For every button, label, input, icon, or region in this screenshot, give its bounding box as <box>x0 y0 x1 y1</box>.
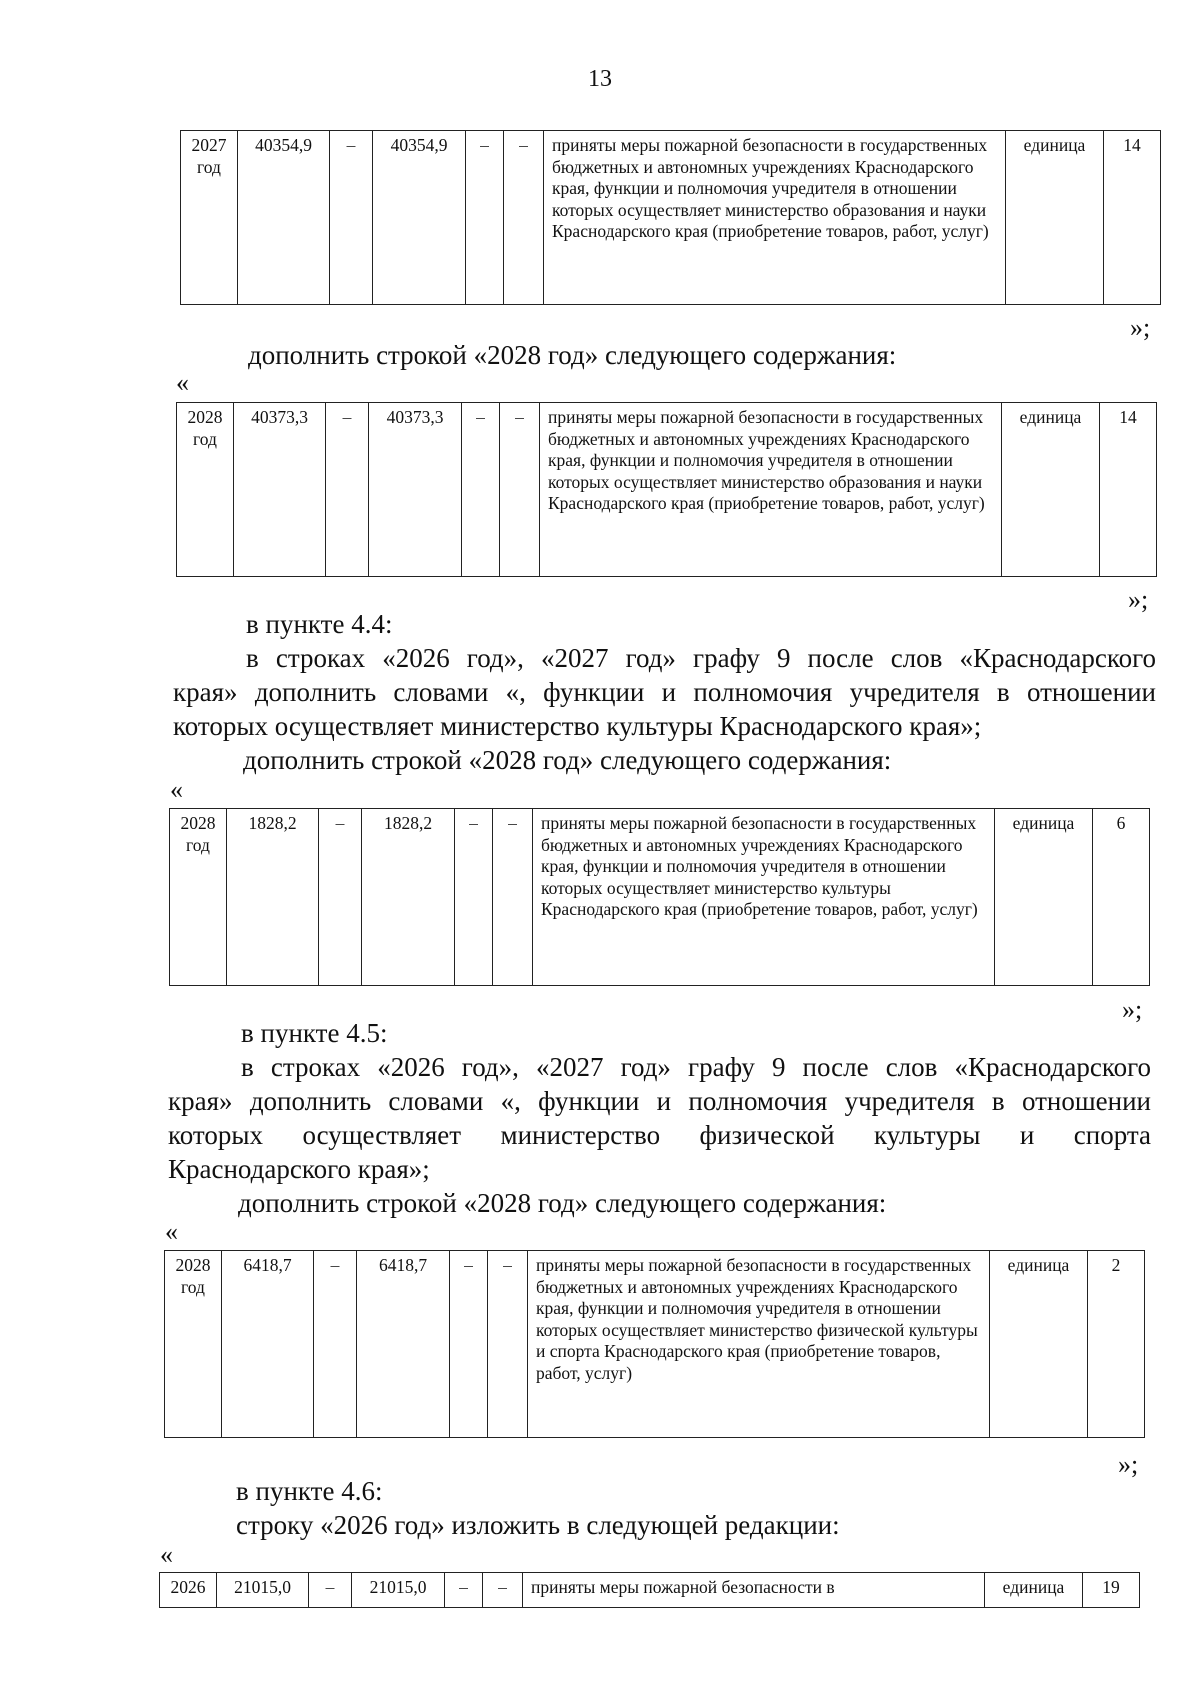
year-cell: 2026 <box>160 1573 217 1608</box>
open-quote: « <box>176 368 189 397</box>
value-cell: 14 <box>1104 131 1161 305</box>
unit-cell: единица <box>1002 403 1100 577</box>
dash-cell: – <box>455 809 493 986</box>
point-4-5-line: края» дополнить словами «, функции и полномочия учредителя в отношении <box>168 1086 1151 1116</box>
dash-cell: – <box>309 1573 352 1608</box>
value-cell: 6 <box>1093 809 1150 986</box>
description-cell: приняты меры пожарной безопасности в <box>523 1573 985 1608</box>
page-number: 13 <box>588 66 612 92</box>
dash-cell: – <box>483 1573 523 1608</box>
description-cell: приняты меры пожарной безопасности в государственных бюджетных и автономных учреждениях Краснодарского края, функции и полномочия учредителя в отношении которых осуществляет министерство культуры Краснодарского края (приобретение товаров, работ, услуг) <box>533 809 995 986</box>
dash-cell: – <box>319 809 362 986</box>
add-row-instruction: дополнить строкой «2028 год» следующего содержания: <box>248 340 897 370</box>
dash-cell: – <box>500 403 540 577</box>
total-cell: 6418,7 <box>222 1251 314 1438</box>
unit-cell: единица <box>990 1251 1088 1438</box>
dash-cell: – <box>493 809 533 986</box>
year-cell: 2028 год <box>165 1251 222 1438</box>
add-row-instruction: дополнить строкой «2028 год» следующего содержания: <box>238 1188 887 1218</box>
open-quote: « <box>170 775 183 804</box>
budget-cell: 40373,3 <box>369 403 462 577</box>
description-cell: приняты меры пожарной безопасности в государственных бюджетных и автономных учреждениях Краснодарского края, функции и полномочия учредителя в отношении которых осуществляет министерство образования и науки Краснодарского края (приобретение товаров, работ, услуг) <box>540 403 1002 577</box>
table-row-2028 <box>176 402 1157 577</box>
table-row-2028-culture <box>169 808 1150 986</box>
point-4-4-line: в строках «2026 год», «2027 год» графу 9 после слов «Краснодарского <box>246 643 1156 673</box>
description-cell: приняты меры пожарной безопасности в государственных бюджетных и автономных учреждениях Краснодарского края, функции и полномочия учредителя в отношении которых осуществляет министерство образования и науки Краснодарского края (приобретение товаров, работ, услуг) <box>544 131 1006 305</box>
table-row-2027 <box>180 130 1161 305</box>
close-quote: »; <box>1130 313 1151 342</box>
close-quote: »; <box>1128 585 1149 614</box>
point-4-5-line: в строках «2026 год», «2027 год» графу 9 после слов «Краснодарского <box>241 1052 1151 1082</box>
total-cell: 40373,3 <box>234 403 326 577</box>
row-2026-instruction: строку «2026 год» изложить в следующей редакции: <box>236 1510 840 1540</box>
add-row-instruction: дополнить строкой «2028 год» следующего содержания: <box>243 745 892 775</box>
dash-cell: – <box>466 131 504 305</box>
value-cell: 2 <box>1088 1251 1145 1438</box>
budget-cell: 40354,9 <box>373 131 466 305</box>
budget-cell: 6418,7 <box>357 1251 450 1438</box>
total-cell: 21015,0 <box>217 1573 309 1608</box>
year-cell: 2028 год <box>170 809 227 986</box>
dash-cell: – <box>314 1251 357 1438</box>
point-4-4-heading: в пункте 4.4: <box>246 609 393 639</box>
dash-cell: – <box>326 403 369 577</box>
point-4-6-heading: в пункте 4.6: <box>236 1476 383 1506</box>
close-quote: »; <box>1122 995 1143 1024</box>
unit-cell: единица <box>985 1573 1083 1608</box>
budget-cell: 1828,2 <box>362 809 455 986</box>
open-quote: « <box>165 1217 178 1246</box>
unit-cell: единица <box>1006 131 1104 305</box>
open-quote: « <box>160 1540 173 1569</box>
dash-cell: – <box>330 131 373 305</box>
point-4-4-line: края» дополнить словами «, функции и полномочия учредителя в отношении <box>173 677 1156 707</box>
value-cell: 19 <box>1083 1573 1140 1608</box>
budget-cell: 21015,0 <box>352 1573 445 1608</box>
dash-cell: – <box>445 1573 483 1608</box>
point-4-5-line: которых осуществляет министерство физической культуры и спорта <box>168 1120 1151 1150</box>
dash-cell: – <box>450 1251 488 1438</box>
description-cell: приняты меры пожарной безопасности в государственных бюджетных и автономных учреждениях Краснодарского края, функции и полномочия учредителя в отношении которых осуществляет министерство физической культуры и спорта Краснодарского края (приобретение товаров, работ, услуг) <box>528 1251 990 1438</box>
total-cell: 40354,9 <box>238 131 330 305</box>
table-row-2028-sport <box>164 1250 1145 1438</box>
total-cell: 1828,2 <box>227 809 319 986</box>
unit-cell: единица <box>995 809 1093 986</box>
point-4-5-line: Краснодарского края»; <box>168 1154 430 1184</box>
year-cell: 2028 год <box>177 403 234 577</box>
value-cell: 14 <box>1100 403 1157 577</box>
dash-cell: – <box>488 1251 528 1438</box>
point-4-4-line: которых осуществляет министерство культуры Краснодарского края»; <box>173 711 982 741</box>
dash-cell: – <box>504 131 544 305</box>
dash-cell: – <box>462 403 500 577</box>
close-quote: »; <box>1118 1450 1139 1479</box>
table-row-2026 <box>159 1572 1140 1608</box>
year-cell: 2027 год <box>181 131 238 305</box>
point-4-5-heading: в пункте 4.5: <box>241 1018 388 1048</box>
